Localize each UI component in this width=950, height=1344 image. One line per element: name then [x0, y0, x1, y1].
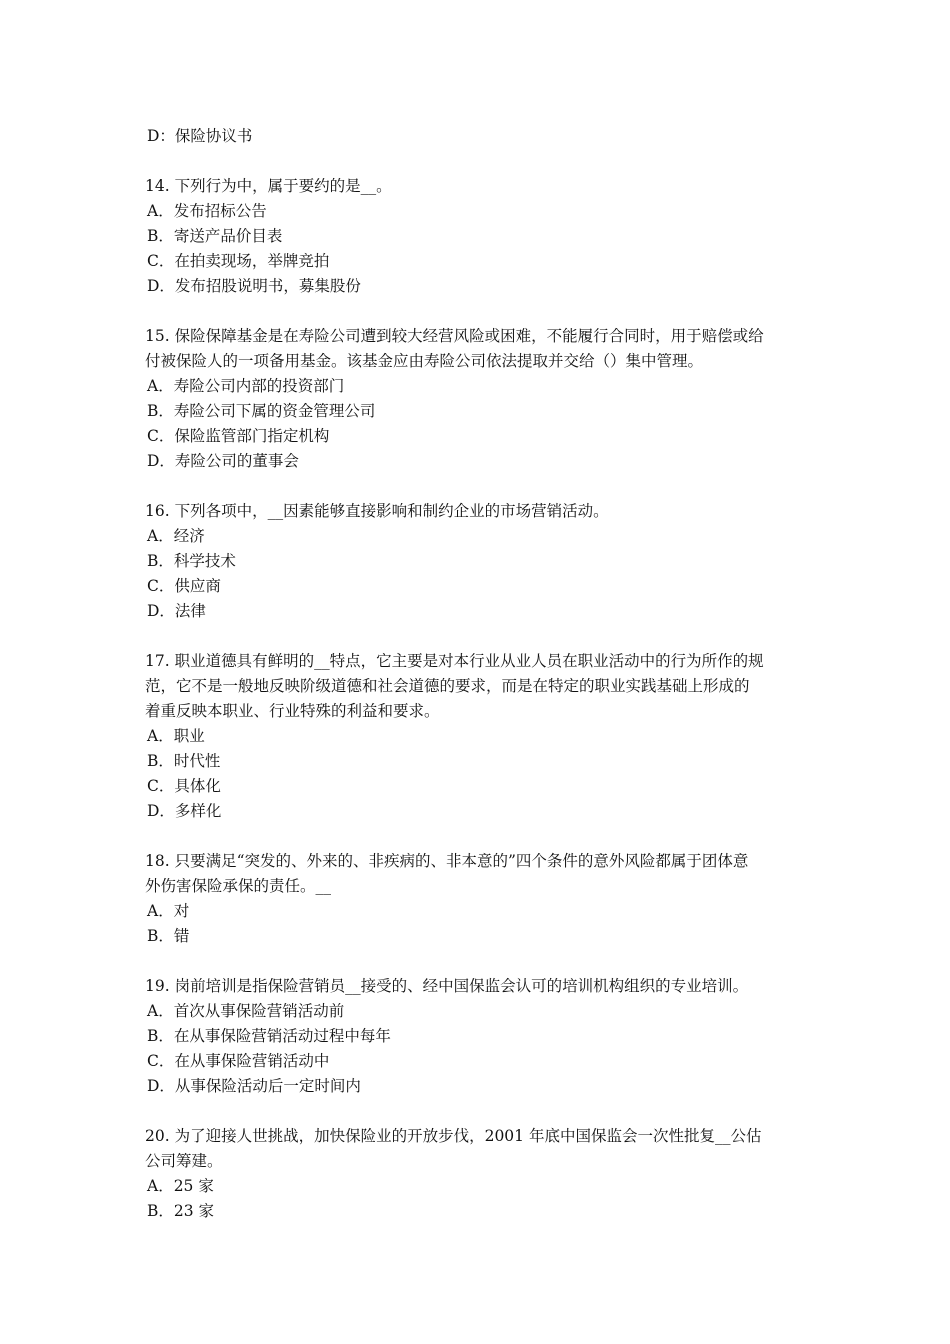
paragraph-spacer: [145, 474, 810, 499]
exam-questions: [145, 124, 810, 1224]
paragraph-spacer: [145, 824, 810, 849]
question-text: 20. 为了迎接人世挑战，加快保险业的开放步伐，2001 年底中国保监会一次性批复__公估: [145, 1127, 762, 1145]
question-text: 17. 职业道德具有鲜明的__特点，它主要是对本行业从业人员在职业活动中的行为所作的规: [145, 652, 764, 670]
answer-option: B．23 家: [147, 1202, 215, 1220]
answer-option: A．25 家: [147, 1177, 214, 1195]
answer-option: D．寿险公司的董事会: [147, 452, 299, 470]
answer-option: D．从事保险活动后一定时间内: [147, 1077, 361, 1095]
paragraph-spacer: [145, 149, 810, 174]
answer-option: B．科学技术: [147, 552, 236, 570]
paragraph-spacer: [145, 299, 810, 324]
answer-option: A．首次从事保险营销活动前: [147, 1002, 345, 1020]
answer-option: B．时代性: [147, 752, 221, 770]
answer-option: A．寿险公司内部的投资部门: [147, 377, 345, 395]
question-text: 公司筹建。: [145, 1152, 223, 1170]
answer-option: D．多样化: [147, 802, 222, 820]
question-text: 14. 下列行为中，属于要约的是__。: [145, 177, 392, 195]
answer-option: D：保险协议书: [147, 127, 253, 145]
answer-option: C．供应商: [147, 577, 221, 595]
paragraph-spacer: [145, 624, 810, 649]
answer-option: A．经济: [147, 527, 205, 545]
question-text: 15. 保险保障基金是在寿险公司遭到较大经营风险或困难，不能履行合同时，用于赔偿或给: [145, 327, 764, 345]
question-text: 外伤害保险承保的责任。__: [145, 877, 332, 895]
answer-option: C．在拍卖现场，举牌竞拍: [147, 252, 330, 270]
answer-option: D．法律: [147, 602, 206, 620]
answer-option: A．发布招标公告: [147, 202, 267, 220]
question-text: 着重反映本职业、行业特殊的利益和要求。: [145, 702, 440, 720]
paragraph-spacer: [145, 1099, 810, 1124]
answer-option: B．寄送产品价目表: [147, 227, 283, 245]
question-text: 范，它不是一般地反映阶级道德和社会道德的要求，而是在特定的职业实践基础上形成的: [145, 677, 750, 695]
answer-option: B．寿险公司下属的资金管理公司: [147, 402, 376, 420]
answer-option: C．保险监管部门指定机构: [147, 427, 330, 445]
answer-option: C．在从事保险营销活动中: [147, 1052, 330, 1070]
answer-option: B．在从事保险营销活动过程中每年: [147, 1027, 391, 1045]
question-text: 16. 下列各项中，__因素能够直接影响和制约企业的市场营销活动。: [145, 502, 609, 520]
answer-option: C．具体化: [147, 777, 221, 795]
answer-option: D．发布招股说明书，募集股份: [147, 277, 361, 295]
answer-option: A．对: [147, 902, 190, 920]
answer-option: B．错: [147, 927, 190, 945]
question-text: 19. 岗前培训是指保险营销员__接受的、经中国保监会认可的培训机构组织的专业培训。: [145, 977, 749, 995]
question-text: 18. 只要满足“突发的、外来的、非疾病的、非本意的”四个条件的意外风险都属于团体意: [145, 852, 749, 870]
paragraph-spacer: [145, 949, 810, 974]
answer-option: A．职业: [147, 727, 205, 745]
question-text: 付被保险人的一项备用基金。该基金应由寿险公司依法提取并交给（）集中管理。: [145, 352, 704, 370]
